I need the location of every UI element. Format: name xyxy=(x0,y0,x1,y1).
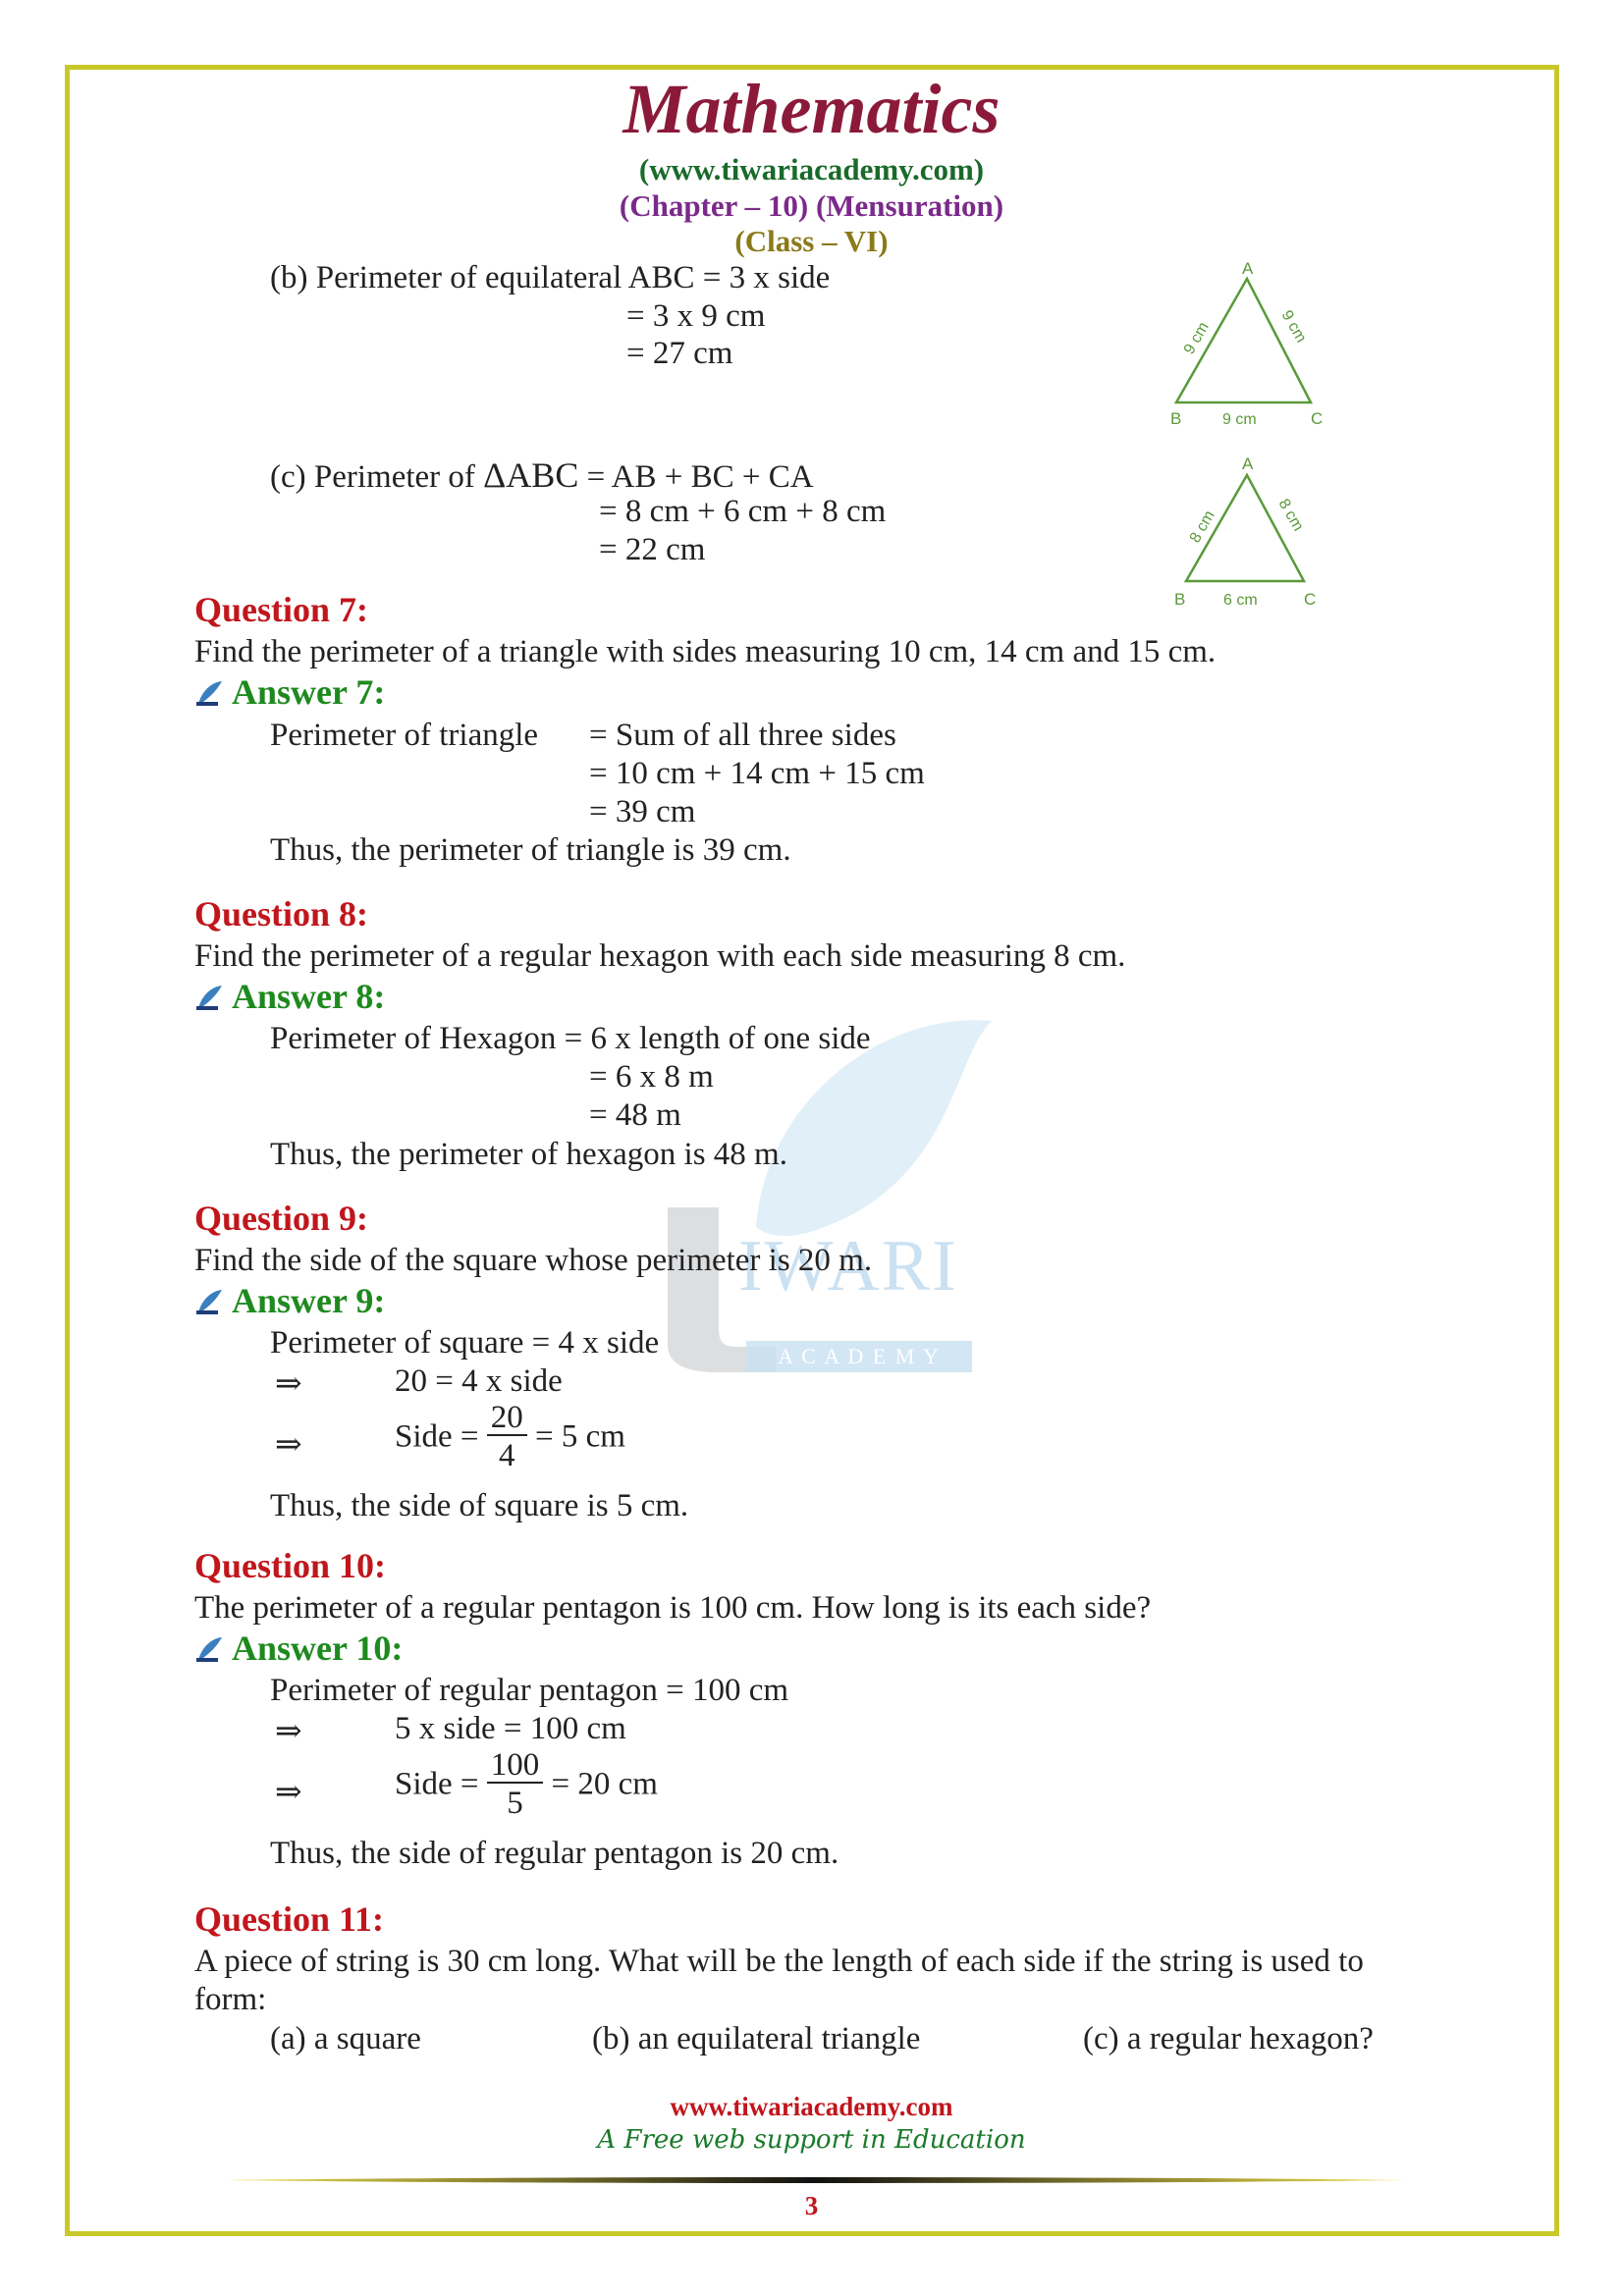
answer-10-label: Answer 10: xyxy=(232,1629,404,1668)
side-right-label: 8 cm xyxy=(1274,496,1307,535)
side-label: Side = xyxy=(395,1766,479,1802)
quill-icon xyxy=(194,1634,224,1664)
answer-10-heading xyxy=(194,1628,403,1669)
part-b-line1: (b) Perimeter of equilateral ABC = 3 x side xyxy=(270,260,831,295)
answer-10-line1: Perimeter of regular pentagon = 100 cm xyxy=(270,1673,789,1708)
vertex-a: A xyxy=(1242,454,1254,473)
answer-8-line2: = 6 x 8 m xyxy=(589,1059,714,1095)
part-c-triangle-symbol: ΔABC xyxy=(483,455,579,495)
answer-7-conclusion: Thus, the perimeter of triangle is 39 cm. xyxy=(270,832,791,868)
page-number: 3 xyxy=(804,2191,819,2220)
answer-8-label: Answer 8: xyxy=(232,977,386,1016)
fraction-result: = 5 cm xyxy=(535,1418,625,1455)
answer-7-heading xyxy=(194,671,385,713)
fraction xyxy=(487,1749,544,1820)
watermark-word: IWARI xyxy=(738,1226,958,1307)
implies-arrow: ⇒ xyxy=(275,1775,302,1810)
fraction xyxy=(487,1402,527,1472)
answer-9-line2: 20 = 4 x side xyxy=(395,1363,563,1399)
question-11-option-a: (a) a square xyxy=(270,2021,421,2056)
implies-arrow: ⇒ xyxy=(275,1427,302,1463)
part-c-line2: = 8 cm + 6 cm + 8 cm xyxy=(599,494,887,529)
part-c-line1 xyxy=(270,454,814,496)
answer-10-conclusion: Thus, the side of regular pentagon is 20 cm. xyxy=(270,1836,839,1871)
question-11-option-b: (b) an equilateral triangle xyxy=(592,2021,921,2056)
question-9-heading: Question 9: xyxy=(194,1199,369,1238)
footer-url[interactable]: www.tiwariacademy.com xyxy=(670,2092,953,2121)
question-11-heading: Question 11: xyxy=(194,1899,385,1939)
question-11-option-c: (c) a regular hexagon? xyxy=(1083,2021,1374,2056)
isosceles-triangle-figure xyxy=(1159,454,1335,611)
question-8-text: Find the perimeter of a regular hexagon with each side measuring 8 cm. xyxy=(194,938,1126,974)
answer-7-line2: = 10 cm + 14 cm + 15 cm xyxy=(589,756,925,791)
vertex-c: C xyxy=(1304,590,1317,609)
side-bottom-label: 6 cm xyxy=(1223,592,1258,609)
quill-icon xyxy=(194,678,224,708)
question-10-heading: Question 10: xyxy=(194,1546,387,1585)
answer-7-label: Answer 7: xyxy=(232,672,386,712)
implies-arrow: ⇒ xyxy=(275,1714,302,1749)
answer-9-line1: Perimeter of square = 4 x side xyxy=(270,1325,660,1361)
fraction-denominator: 5 xyxy=(507,1786,523,1821)
question-11-text-line1: A piece of string is 30 cm long. What will be the length of each side if the string is used to xyxy=(194,1944,1364,1979)
answer-7-line3: = 39 cm xyxy=(589,794,696,829)
answer-8-line3: = 48 m xyxy=(589,1097,681,1133)
site-url: (www.tiwariacademy.com) xyxy=(638,152,985,187)
answer-10-line2: 5 x side = 100 cm xyxy=(395,1711,626,1746)
vertex-c: C xyxy=(1311,409,1324,428)
side-bottom-label: 9 cm xyxy=(1222,411,1257,428)
vertex-b: B xyxy=(1170,409,1182,428)
quill-icon xyxy=(194,983,224,1012)
class-label: (Class – VI) xyxy=(734,224,889,258)
answer-9-label: Answer 9: xyxy=(232,1281,386,1320)
answer-8-conclusion: Thus, the perimeter of hexagon is 48 m. xyxy=(270,1137,787,1172)
part-b-line3: = 27 cm xyxy=(626,336,733,371)
answer-9-conclusion: Thus, the side of square is 5 cm. xyxy=(270,1488,689,1523)
fraction-numerator: 20 xyxy=(487,1402,527,1436)
answer-7-line1b: = Sum of all three sides xyxy=(589,718,896,753)
footer-tagline: A Free web support in Education xyxy=(597,2125,1026,2155)
question-8-heading: Question 8: xyxy=(194,894,369,934)
side-left-label: 9 cm xyxy=(1180,319,1213,357)
question-7-heading: Question 7: xyxy=(194,590,369,629)
fraction-denominator: 4 xyxy=(499,1438,515,1473)
answer-7-line1: Perimeter of triangle xyxy=(270,718,539,753)
part-b-line2: = 3 x 9 cm xyxy=(626,298,766,334)
question-10-text: The perimeter of a regular pentagon is 100 cm. How long is its each side? xyxy=(194,1590,1152,1626)
answer-8-line1: Perimeter of Hexagon = 6 x length of one side xyxy=(270,1021,871,1056)
vertex-b: B xyxy=(1174,590,1186,609)
part-c-suffix: = AB + BC + CA xyxy=(578,459,814,495)
implies-arrow: ⇒ xyxy=(275,1366,302,1402)
watermark-subword xyxy=(746,1341,972,1372)
answer-9-fraction-line xyxy=(395,1402,625,1472)
vertex-a: A xyxy=(1242,259,1254,278)
part-c-line3: = 22 cm xyxy=(599,532,706,567)
question-9-text: Find the side of the square whose perimeter is 20 m. xyxy=(194,1243,873,1278)
answer-10-fraction-line xyxy=(395,1749,658,1820)
question-11-text-line2: form: xyxy=(194,1982,267,2017)
footer-divider xyxy=(226,2175,1404,2185)
side-right-label: 9 cm xyxy=(1277,307,1310,347)
fraction-numerator: 100 xyxy=(487,1749,544,1784)
chapter-label: (Chapter – 10) (Mensuration) xyxy=(619,188,1004,223)
answer-9-heading xyxy=(194,1280,385,1321)
part-c-prefix: (c) Perimeter of xyxy=(270,459,484,495)
fraction-result: = 20 cm xyxy=(551,1766,658,1802)
answer-8-heading xyxy=(194,976,385,1017)
side-label: Side = xyxy=(395,1418,479,1455)
watermark-subword-text: A C A D E M Y xyxy=(778,1344,941,1368)
page-title: Mathematics xyxy=(622,70,1001,148)
quill-icon xyxy=(194,1287,224,1316)
question-7-text: Find the perimeter of a triangle with sides measuring 10 cm, 14 cm and 15 cm. xyxy=(194,634,1217,669)
equilateral-triangle-figure xyxy=(1159,257,1335,429)
side-left-label: 8 cm xyxy=(1186,507,1218,546)
